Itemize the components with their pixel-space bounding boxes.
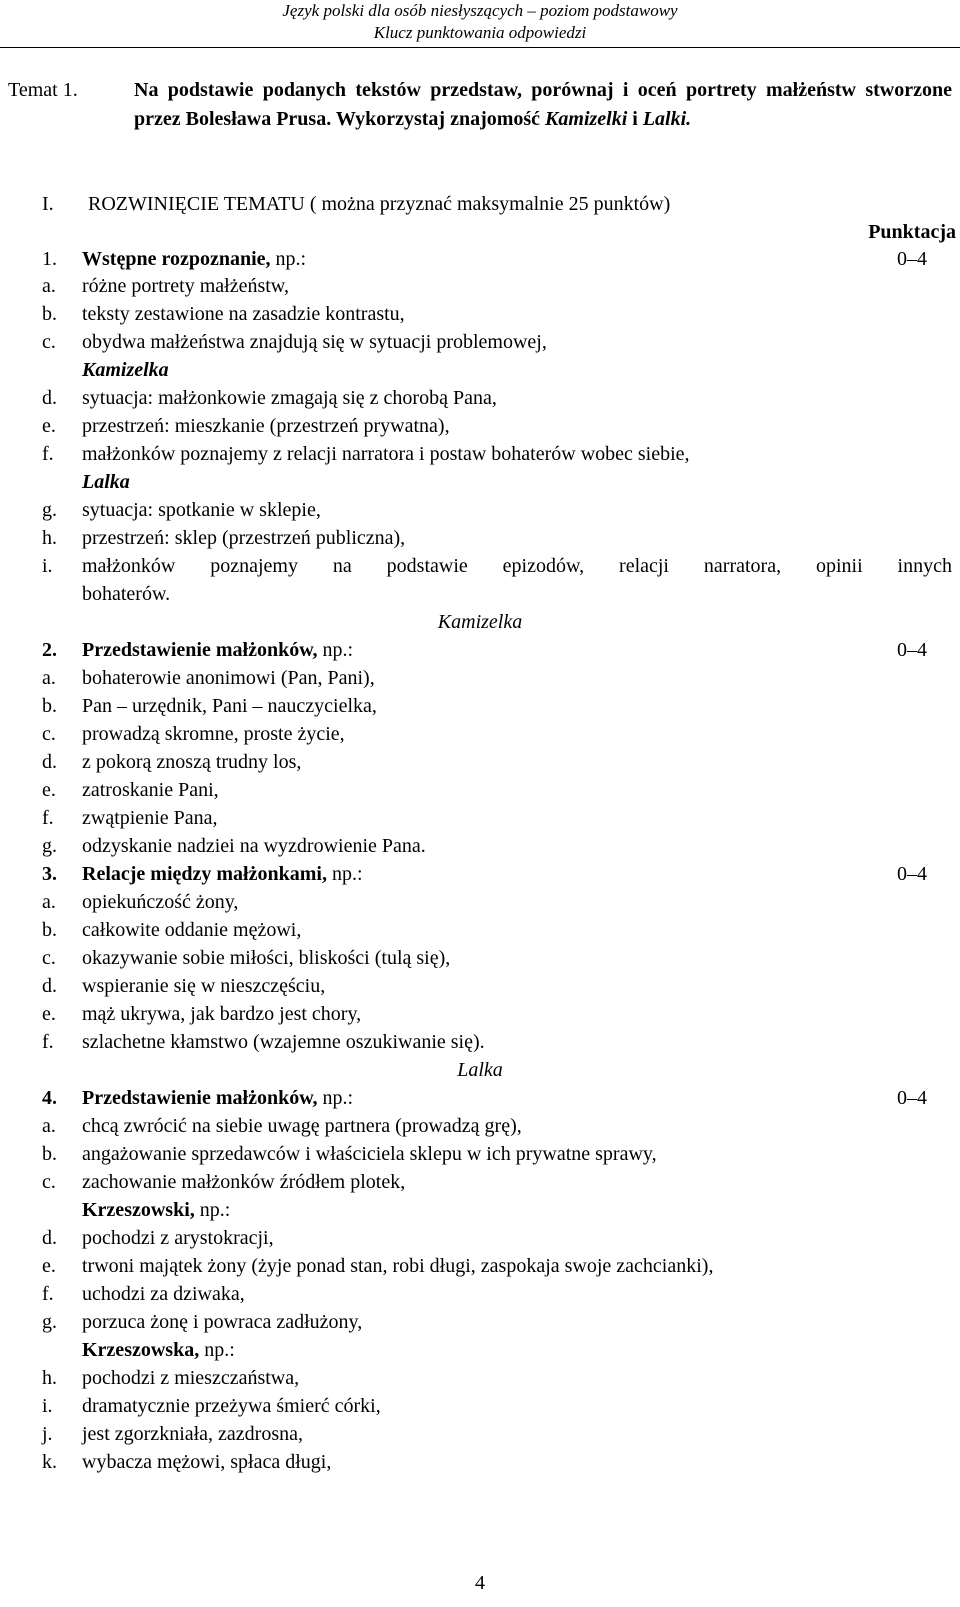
item-label: e. [42, 1255, 56, 1277]
item-text: z pokorą znoszą trudny los, [82, 751, 302, 773]
group-1-title [82, 245, 306, 273]
item-text: pochodzi z mieszczaństwa, [82, 1367, 300, 1389]
list-item [0, 664, 960, 692]
scoring-header: Punktacja [868, 221, 956, 243]
item-text: przestrzeń: sklep (przestrzeń publiczna), [82, 527, 406, 549]
group-3-np: np.: [326, 863, 363, 885]
item-label: a. [42, 667, 56, 689]
item-text: pochodzi z arystokracji, [82, 1227, 274, 1249]
item-text: opiekuńczość żony, [82, 891, 239, 913]
list-item [0, 440, 960, 468]
item-text: porzuca żonę i powraca zadłużony, [82, 1311, 363, 1333]
item-text: Pan – urzędnik, Pani – nauczycielka, [82, 695, 377, 717]
list-item-continuation [0, 580, 960, 608]
list-item [0, 1028, 960, 1056]
header-line-1: Język polski dla osób niesłyszących – poziom podstawowy [282, 1, 678, 20]
subheading-np: np.: [199, 1339, 235, 1361]
item-text: dramatycznie przeżywa śmierć córki, [82, 1395, 381, 1417]
subheading-np: np.: [194, 1199, 231, 1221]
item-label: b. [42, 919, 57, 941]
list-item [0, 272, 960, 300]
item-text: chcą zwrócić na siebie uwagę partnera (prowadzą grę), [82, 1115, 522, 1137]
item-text: zachowanie małżonków źródłem plotek, [82, 1171, 406, 1193]
item-text: bohaterów. [82, 583, 171, 605]
list-item [0, 1252, 960, 1280]
list-item [0, 300, 960, 328]
item-label: k. [42, 1451, 57, 1473]
page-number: 4 [475, 1572, 485, 1594]
group-4-np: np.: [317, 1087, 354, 1109]
item-text: małżonków poznajemy z relacji narratora i postaw bohaterów wobec siebie, [82, 443, 690, 465]
group-4-title [82, 1084, 353, 1112]
subheading-name: Krzeszowski, [82, 1199, 195, 1221]
item-text: zatroskanie Pani, [82, 779, 219, 801]
group-2-np: np.: [317, 639, 354, 661]
item-text: mąż ukrywa, jak bardzo jest chory, [82, 1003, 362, 1025]
item-label: j. [42, 1423, 53, 1445]
group-1-np: np.: [270, 248, 307, 270]
group-4-score: 0–4 [897, 1087, 927, 1109]
group-2-title [82, 636, 353, 664]
item-label: c. [42, 947, 56, 969]
item-label: f. [42, 443, 54, 465]
topic-text [134, 76, 952, 133]
topic-label: Temat 1. [8, 79, 78, 101]
list-item [0, 720, 960, 748]
group-2-title-text: Przedstawienie małżonków, [82, 639, 318, 661]
item-text: odzyskanie nadziei na wyzdrowienie Pana. [82, 835, 426, 857]
item-text: szlachetne kłamstwo (wzajemne oszukiwanie się). [82, 1031, 485, 1053]
group-2-number [42, 636, 57, 664]
item-label: i. [42, 1395, 53, 1417]
topic-text-1: Na podstawie podanych tekstów przedstaw, porównaj i oceń portrety małżeństw stworzone przez Bolesława Prusa. Wykorzystaj znajomość [134, 79, 952, 130]
list-item [0, 1168, 960, 1196]
item-label: h. [42, 1367, 57, 1389]
list-item [0, 776, 960, 804]
list-item [0, 888, 960, 916]
group-4-heading [0, 1084, 960, 1112]
topic-title-lalki: Lalki. [642, 107, 692, 130]
group-4-number-text: 4. [42, 1087, 57, 1109]
list-item [0, 1112, 960, 1140]
item-label: d. [42, 751, 57, 773]
list-item [0, 524, 960, 552]
subheading-krzeszowski [0, 1196, 960, 1224]
item-text: całkowite oddanie mężowi, [82, 919, 302, 941]
item-label: c. [42, 1171, 56, 1193]
subheading-text: Lalka [82, 471, 130, 493]
list-item [0, 692, 960, 720]
section-number: I. [42, 193, 54, 215]
item-text: okazywanie sobie miłości, bliskości (tulą się), [82, 947, 451, 969]
list-item [0, 832, 960, 860]
item-label: b. [42, 303, 57, 325]
item-text: obydwa małżeństwa znajdują się w sytuacji problemowej, [82, 331, 547, 353]
subheading-name: Krzeszowska, [82, 1339, 200, 1361]
list-item [0, 1140, 960, 1168]
group-1-number: 1. [42, 248, 57, 270]
item-label: h. [42, 527, 57, 549]
subheading-text [82, 1196, 230, 1224]
item-text: jest zgorzkniała, zazdrosna, [82, 1423, 304, 1445]
list-item [0, 1364, 960, 1392]
topic-title-kamizelki: Kamizelki [545, 107, 628, 130]
item-label: g. [42, 835, 57, 857]
subheading-krzeszowska [0, 1336, 960, 1364]
group-3-score: 0–4 [897, 863, 927, 885]
item-text: sytuacja: małżonkowie zmagają się z chorobą Pana, [82, 387, 497, 409]
item-text: zwątpienie Pana, [82, 807, 218, 829]
subheading-lalka-1 [0, 468, 960, 496]
subheading-text [82, 1336, 235, 1364]
list-item [0, 412, 960, 440]
item-label: i. [42, 555, 53, 577]
item-label: b. [42, 1143, 57, 1165]
item-text: przestrzeń: mieszkanie (przestrzeń prywatna), [82, 415, 450, 437]
item-text: wybacza mężowi, spłaca długi, [82, 1451, 332, 1473]
item-label: a. [42, 1115, 56, 1137]
list-item [0, 1308, 960, 1336]
section-title: ROZWINIĘCIE TEMATU ( można przyznać maksymalnie 25 punktów) [88, 193, 671, 215]
list-item [0, 972, 960, 1000]
item-label: d. [42, 387, 57, 409]
item-label: a. [42, 891, 56, 913]
item-label: g. [42, 499, 57, 521]
list-item [0, 328, 960, 356]
group-2-heading [0, 636, 960, 664]
header-divider [0, 47, 960, 48]
group-3-number-text: 3. [42, 863, 57, 885]
list-item [0, 944, 960, 972]
section-heading [0, 190, 960, 218]
group-3-number [42, 860, 57, 888]
item-text: prowadzą skromne, proste życie, [82, 723, 345, 745]
group-3-title-text: Relacje między małżonkami, [82, 863, 327, 885]
list-item [0, 1392, 960, 1420]
list-item [0, 496, 960, 524]
item-label: g. [42, 1311, 57, 1333]
item-label: c. [42, 723, 56, 745]
item-label: f. [42, 807, 54, 829]
header-line-2: Klucz punktowania odpowiedzi [373, 23, 587, 42]
list-item [0, 1420, 960, 1448]
group-4-title-text: Przedstawienie małżonków, [82, 1087, 318, 1109]
item-label: a. [42, 275, 56, 297]
item-label: d. [42, 975, 57, 997]
list-item [0, 384, 960, 412]
item-text: wspieranie się w nieszczęściu, [82, 975, 326, 997]
topic [8, 76, 952, 133]
item-text: trwoni majątek żony (żyje ponad stan, robi długi, zaspokaja swoje zachcianki), [82, 1255, 714, 1277]
list-item [0, 748, 960, 776]
item-text: sytuacja: spotkanie w sklepie, [82, 499, 321, 521]
item-label: e. [42, 1003, 56, 1025]
item-label: e. [42, 415, 56, 437]
item-label: e. [42, 779, 56, 801]
item-text: różne portrety małżeństw, [82, 275, 289, 297]
group-3-heading [0, 860, 960, 888]
group-1-heading [0, 245, 960, 273]
group-4-number [42, 1084, 57, 1112]
item-text: angażowanie sprzedawców i właściciela sklepu w ich prywatne sprawy, [82, 1143, 657, 1165]
group-2-number-text: 2. [42, 639, 57, 661]
list-item [0, 804, 960, 832]
item-label: c. [42, 331, 56, 353]
list-item [0, 1448, 960, 1476]
item-label: f. [42, 1283, 54, 1305]
item-text: małżonków poznajemy na podstawie epizodów, relacji narratora, opinii innych [82, 555, 952, 577]
item-label: d. [42, 1227, 57, 1249]
item-text: uchodzi za dziwaka, [82, 1283, 245, 1305]
item-text: bohaterowie anonimowi (Pan, Pani), [82, 667, 375, 689]
group-1-score: 0–4 [897, 248, 927, 270]
list-item [0, 1280, 960, 1308]
item-label: f. [42, 1031, 54, 1053]
section-kamizelka: Kamizelka [437, 611, 523, 633]
group-3-title [82, 860, 363, 888]
list-item [0, 1224, 960, 1252]
group-1-title-text: Wstępne rozpoznanie, [82, 248, 271, 270]
topic-text-2: i [627, 107, 643, 130]
list-item [0, 1000, 960, 1028]
list-item [0, 916, 960, 944]
item-label: b. [42, 695, 57, 717]
item-text: teksty zestawione na zasadzie kontrastu, [82, 303, 405, 325]
subheading-text: Kamizelka [82, 359, 169, 381]
section-lalka: Lalka [457, 1059, 503, 1081]
subheading-kamizelka-1 [0, 356, 960, 384]
group-2-score: 0–4 [897, 639, 927, 661]
